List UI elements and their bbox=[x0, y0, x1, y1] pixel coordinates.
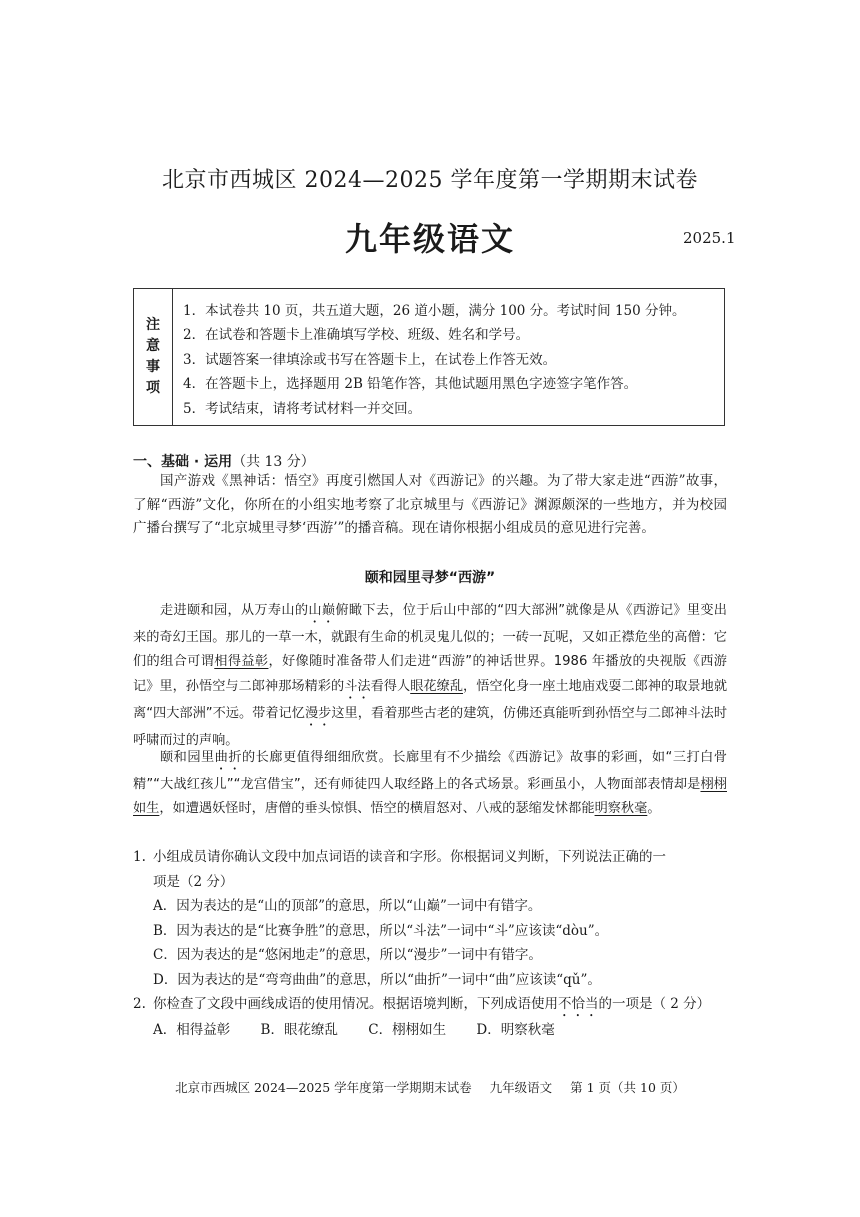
option-b: B．眼花缭乱 bbox=[260, 1022, 338, 1038]
notice-item: 3．试题答案一律填涂或书写在答题卡上，在试卷上作答无效。 bbox=[183, 351, 557, 368]
footer-subject: 九年级语文 bbox=[489, 1080, 553, 1095]
question-stem: 你检查了文段中画线成语的使用情况。根据语境判断，下列成语使用 bbox=[153, 996, 558, 1012]
notice-label bbox=[134, 289, 173, 425]
question-stem-cont: 项是（2 分） bbox=[153, 873, 234, 890]
subject-title: 九年级语文 bbox=[344, 220, 515, 258]
notice-label-char: 注 bbox=[146, 317, 160, 333]
notice-item: 4．在答题卡上，选择题用 2B 铅笔作答，其他试题用黑色字迹签字笔作答。 bbox=[183, 376, 638, 393]
text-run: ，悟空化身一座土地庙戏耍二郎神的取景地就离“四大部洲”不远。带着记忆 bbox=[133, 678, 728, 721]
text-run: 看得人 bbox=[370, 678, 411, 694]
underlined-idiom: 明察秋毫 bbox=[594, 801, 648, 817]
notice-label-char: 事 bbox=[146, 359, 160, 375]
option-b: B．因为表达的是“比赛争胜”的意思，所以“斗法”一词中“斗”应该读“dòu”。 bbox=[153, 922, 609, 939]
dotted-word: 斗法 bbox=[344, 678, 371, 694]
underlined-idiom: 眼花缭乱 bbox=[410, 678, 464, 694]
question-number: 2. bbox=[133, 996, 146, 1012]
question-2-options bbox=[153, 1018, 581, 1038]
section-title: 一、基础 · 运用 bbox=[133, 454, 233, 470]
question-number: 1. bbox=[133, 849, 146, 865]
exam-title: 北京市西城区 2024—2025 学年度第一学期期末试卷 bbox=[162, 168, 698, 193]
notice-label-char: 意 bbox=[146, 338, 160, 354]
emphasis-word: 不恰当 bbox=[558, 996, 599, 1012]
text-run: 的长廊更值得细细欣赏。长廊里有不少描绘《西游记》故事的彩画，如“三打白骨精”“大战红孩儿”“龙宫借宝”，还有师徒四人取经路上的各式场景。彩画虽小，人物面部表情却是 bbox=[133, 750, 727, 792]
text-run: 俯瞰下去，位于后山中部的“四大部洲”就像是从《西游记》里变出来的奇幻王国。那儿的一草一木，就跟有生命的机灵鬼儿似的；一砖一瓦呢，又如正襟危坐的高僧：它们的组合可谓 bbox=[133, 603, 727, 670]
option-d: D．明察秋毫 bbox=[476, 1022, 555, 1038]
option-a: A．相得益彰 bbox=[153, 1022, 231, 1038]
page-footer bbox=[0, 1078, 860, 1096]
text-run: 这里，看着那些古老的建筑，仿佛还真能听到孙悟空与二郎神斗法时呼啸而过的声响。 bbox=[133, 705, 728, 748]
notice-item: 5．考试结束，请将考试材料一并交回。 bbox=[183, 400, 422, 417]
section-score: （共 13 分） bbox=[232, 454, 315, 470]
option-a: A．因为表达的是“山的顶部”的意思，所以“山巅”一词中有错字。 bbox=[153, 898, 542, 914]
question-1 bbox=[133, 845, 733, 992]
footer-exam: 北京市西城区 2024—2025 学年度第一学期期末试卷 bbox=[175, 1080, 472, 1095]
section-heading bbox=[133, 451, 315, 471]
underlined-idiom: 相得益彰 bbox=[214, 654, 269, 670]
option-c: C．因为表达的是“悠闲地走”的意思，所以“漫步”一词中有错字。 bbox=[153, 947, 542, 963]
text-run: ，如遭遇妖怪时，唐僧的垂头惊惧、悟空的横眉怒对、八戒的瑟缩发怵都能 bbox=[159, 801, 595, 817]
dotted-word: 曲折 bbox=[214, 750, 242, 765]
question-stem-end: 的一项是（ 2 分） bbox=[598, 996, 711, 1012]
notice-item: 1．本试卷共 10 页，共五道大题，26 道小题，满分 100 分。考试时间 150 分钟。 bbox=[183, 303, 686, 319]
exam-date: 2025.1 bbox=[683, 229, 736, 247]
text-run: 走进颐和园，从万寿山的 bbox=[160, 603, 309, 618]
text-run: 。 bbox=[647, 801, 661, 817]
notice-item: 2．在试卷和答题卡上准确填写学校、班级、姓名和学号。 bbox=[183, 327, 530, 344]
footer-page: 第 1 页（共 10 页） bbox=[570, 1080, 685, 1095]
section-intro: 国产游戏《黑神话：悟空》再度引燃国人对《西游记》的兴趣。为了带大家走进“西游”故事，了解“西游”文化，你所在的小组实地考察了北京城里与《西游记》渊源颇深的一些地方，并为校园广播台撰写了“北京城里寻梦‘西游’”的播音稿。现在请你根据小组成员的意见进行完善。 bbox=[133, 473, 727, 536]
underlined-idiom: 栩栩如生 bbox=[133, 777, 727, 817]
text-run: ，好像随时准备带人们走进“西游”的神话世界。1986 年播放的央视版《西游记》里，孙悟空与二郎神那场精彩的 bbox=[133, 654, 727, 694]
option-d: D．因为表达的是“弯弯曲曲”的意思，所以“曲折”一词中“曲”应该读“qǔ”。 bbox=[153, 971, 601, 988]
notice-label-char: 项 bbox=[146, 380, 160, 396]
text-run: 颐和园里 bbox=[160, 750, 215, 765]
article-paragraph-2 bbox=[133, 746, 727, 822]
article-title: 颐和园里寻梦“西游” bbox=[364, 570, 496, 586]
dotted-word: 漫步 bbox=[304, 705, 332, 721]
dotted-word: 山巅 bbox=[308, 603, 336, 618]
article-paragraph-1 bbox=[133, 599, 727, 753]
question-options bbox=[133, 894, 733, 992]
notice-box bbox=[133, 288, 725, 426]
option-c: C．栩栩如生 bbox=[368, 1022, 447, 1038]
question-2 bbox=[133, 992, 733, 1020]
notice-items bbox=[173, 289, 724, 425]
question-stem: 小组成员请你确认文段中加点词语的读音和字形。你根据词义判断，下列说法正确的一 bbox=[153, 849, 666, 865]
